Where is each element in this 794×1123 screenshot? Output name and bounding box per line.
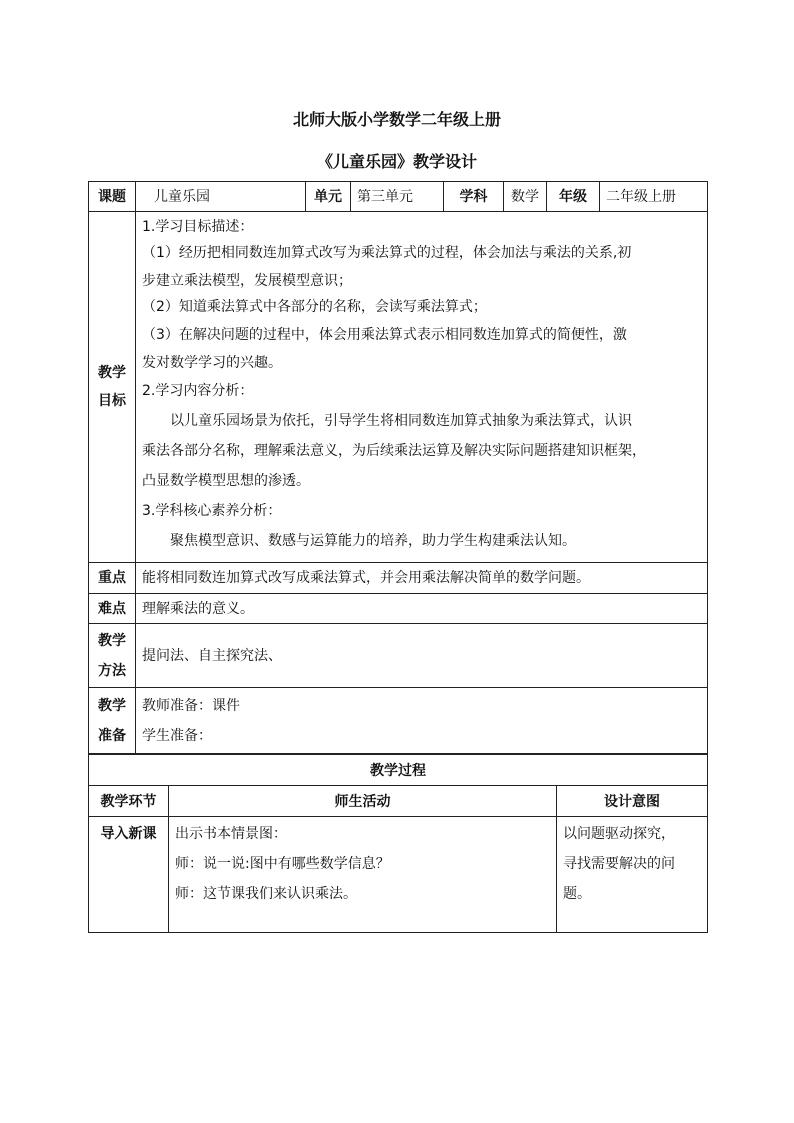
goals-row	[89, 212, 708, 563]
student-prep: 学生准备：	[142, 727, 212, 744]
difficulty-label: 难点	[89, 594, 136, 624]
method-label-line1: 教学	[98, 632, 126, 649]
document-title: 北师大版小学数学二年级上册	[292, 110, 501, 129]
grade-value: 二年级上册	[600, 182, 708, 212]
topic-label: 课题	[89, 182, 136, 212]
activity-line: 师：这节课我们来认识乘法。	[175, 886, 357, 902]
goal-line: 以儿童乐园场景为依托，引导学生将相同数连加算式抽象为乘法算式，认识	[170, 413, 632, 429]
intent-line: 寻找需要解决的问	[563, 856, 675, 872]
activity-line: 师：说一说:图中有哪些数学信息？	[175, 856, 390, 872]
prep-value	[136, 688, 708, 754]
goal-line: （3）在解决问题的过程中，体会用乘法算式表示相同数连加算式的简便性，激	[142, 327, 627, 343]
process-header-row	[89, 786, 708, 817]
subject-label: 学科	[444, 182, 504, 212]
activities-cell	[169, 817, 557, 933]
document-subtitle: 《儿童乐园》教学设计	[316, 152, 477, 171]
key-point-value: 能将相同数连加算式改写成乘法算式，并会用乘法解决简单的数学问题。	[136, 563, 708, 594]
method-label	[89, 624, 136, 688]
prep-label	[89, 688, 136, 754]
goal-line: 2.学习内容分析：	[142, 383, 254, 399]
stage-cell: 导入新课	[89, 817, 169, 933]
difficulty-value: 理解乘法的意义。	[136, 594, 708, 624]
goals-content	[136, 212, 708, 563]
method-row	[89, 624, 708, 688]
teacher-prep: 教师准备：课件	[142, 697, 240, 714]
activity-line: 出示书本情景图：	[175, 826, 287, 842]
key-point-label: 重点	[89, 563, 136, 594]
col-stage-header: 教学环节	[89, 786, 169, 817]
difficulty-row	[89, 594, 708, 624]
subject-value: 数学	[504, 182, 547, 212]
intent-cell	[557, 817, 708, 933]
goal-line: 乘法各部分名称，理解乘法意义，为后续乘法运算及解决实际问题搭建知识框架，	[142, 443, 646, 459]
prep-row	[89, 688, 708, 754]
unit-value: 第三单元	[351, 182, 444, 212]
goals-label-line1: 教学	[98, 365, 126, 381]
intent-line: 以问题驱动探究，	[563, 826, 675, 842]
goal-line: （1）经历把相同数连加算式改写为乘法算式的过程，体会加法与乘法的关系,初	[142, 245, 632, 261]
goals-label-line2: 目标	[98, 393, 126, 409]
prep-label-line1: 教学	[98, 697, 126, 714]
grade-label: 年级	[547, 182, 600, 212]
goal-line: 1.学习目标描述：	[142, 219, 254, 235]
process-title: 教学过程	[89, 755, 708, 786]
goal-line: 3.学科核心素养分析：	[142, 503, 282, 519]
intent-line: 题。	[563, 886, 591, 902]
col-activities-header: 师生活动	[169, 786, 557, 817]
goal-line: （2）知道乘法算式中各部分的名称，会读写乘法算式；	[142, 299, 487, 315]
table-row	[89, 817, 708, 933]
key-point-row	[89, 563, 708, 594]
topic-value: 儿童乐园	[136, 182, 306, 212]
method-label-line2: 方法	[98, 662, 126, 679]
goal-line: 步建立乘法模型，发展模型意识；	[142, 273, 352, 289]
goals-label	[89, 212, 136, 563]
goal-line: 凸显数学模型思想的渗透。	[142, 473, 310, 489]
info-row	[89, 182, 708, 212]
prep-label-line2: 准备	[98, 727, 126, 744]
unit-label: 单元	[306, 182, 351, 212]
method-value: 提问法、自主探究法、	[136, 624, 708, 688]
goal-line: 发对数学学习的兴趣。	[142, 355, 282, 371]
lesson-info-table	[88, 181, 708, 754]
process-title-row	[89, 755, 708, 786]
process-table	[88, 754, 708, 933]
goal-line: 聚焦模型意识、数感与运算能力的培养，助力学生构建乘法认知。	[170, 533, 576, 549]
col-intent-header: 设计意图	[557, 786, 708, 817]
